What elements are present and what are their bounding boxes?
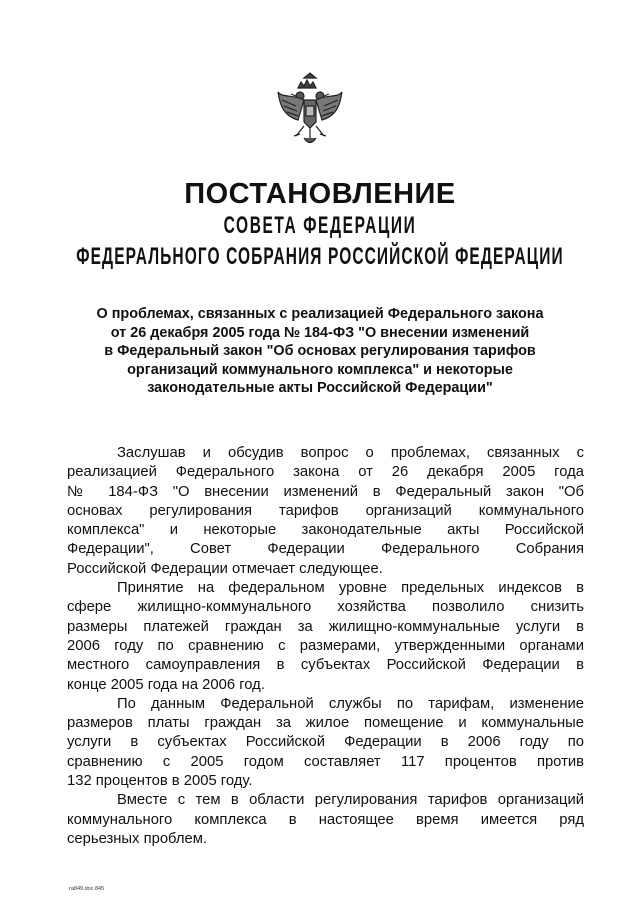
- text-line: Российской Федерации отмечает следующее.: [67, 560, 383, 577]
- paragraph: [67, 791, 584, 849]
- heading-line: законодательные акты Российской Федерации": [147, 380, 493, 396]
- text-line: сравнению с 2005 годом составляет 117 процентов против: [67, 753, 584, 770]
- text-line: сфере жилищно-коммунального хозяйства позволило снизить: [67, 599, 584, 616]
- text-line: По данным Федеральной службы по тарифам, изменение: [117, 695, 584, 712]
- text-line: реализацией Федерального закона от 26 декабря 2005 года: [67, 464, 584, 481]
- issuer-line-2: ФЕДЕРАЛЬНОГО СОБРАНИЯ РОССИЙСКОЙ ФЕДЕРАЦИИ: [76, 244, 564, 271]
- text-line: конце 2005 года на 2006 год.: [67, 676, 265, 693]
- text-line: Заслушав и обсудив вопрос о проблемах, связанных с: [117, 445, 584, 461]
- issuer-line-1: СОВЕТА ФЕДЕРАЦИИ: [223, 213, 417, 240]
- text-line: 132 процентов в 2005 году.: [67, 773, 253, 790]
- text-line: серьезных проблем.: [67, 830, 207, 847]
- text-line: Вместе с тем в области регулирования тарифов организаций: [117, 792, 584, 809]
- text-line: основах регулирования тарифов организаций коммунального: [67, 502, 584, 519]
- file-reference: ra849.doc 845: [69, 886, 105, 892]
- text-line: коммунального комплекса в настоящее время имеется ряд: [67, 811, 584, 828]
- coat-of-arms-icon: [270, 72, 350, 150]
- document-body: [67, 444, 584, 849]
- text-line: размеров платы граждан за жилое помещение и коммунальные: [67, 715, 584, 732]
- paragraph: [67, 579, 584, 695]
- paragraph: [67, 695, 584, 791]
- paragraph: [67, 444, 584, 579]
- heading-line: О проблемах, связанных с реализацией Федерального закона: [96, 306, 544, 322]
- heading-line: в Федеральный закон "Об основах регулирования тарифов: [104, 343, 536, 359]
- text-line: 2006 году по сравнению с размерами, утвержденными органами: [67, 637, 584, 654]
- document-title: ПОСТАНОВЛЕНИЕ: [184, 178, 456, 210]
- text-line: № 184-ФЗ "О внесении изменений в Федеральный закон "Об: [67, 483, 584, 500]
- heading-line: организаций коммунального комплекса" и некоторые: [127, 361, 513, 378]
- text-line: Принятие на федеральном уровне предельных индексов в: [117, 580, 584, 597]
- text-line: услуги в субъектах Российской Федерации в 2006 году по: [67, 734, 584, 751]
- heading-line: от 26 декабря 2005 года № 184-ФЗ "О внесении изменений: [110, 324, 530, 341]
- text-line: комплекса" и некоторые законодательные акты Российской: [67, 522, 584, 539]
- text-line: Федерации", Совет Федерации Федерального Собрания: [67, 541, 584, 558]
- resolution-heading: [58, 305, 582, 398]
- text-line: местного самоуправления в субъектах Российской Федерации в: [67, 657, 584, 674]
- text-line: размеры платежей граждан за жилищно-коммунальные услуги в: [67, 618, 584, 635]
